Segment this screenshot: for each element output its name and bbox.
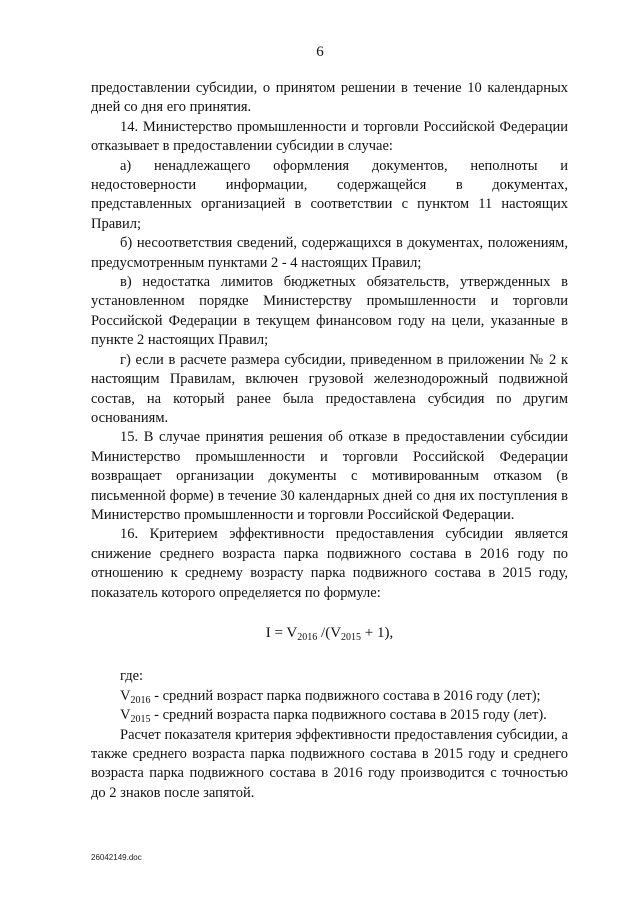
formula-middle: /(V <box>317 624 342 641</box>
definition-v2015 <box>91 706 568 725</box>
definition-v2016 <box>91 687 568 706</box>
paragraph-calculation: Расчет показателя критерия эффективности предоставления субсидии, а также среднего возраста парка подвижного состава в 2015 году и среднего возраста парка подвижного состава в 2016 году производится с точностью до 2 знаков после запятой. <box>91 726 568 801</box>
definition-text: - средний возраст парка подвижного состава в 2016 году (лет); <box>150 687 541 704</box>
paragraph-14-g: г) если в расчете размера субсидии, приведенном в приложении № 2 к настоящим Правилам, включен грузовой железнодорожный подвижной состав, на который ранее была предоставлена субсидия по другим основаниям. <box>91 351 568 426</box>
formula <box>91 624 568 643</box>
paragraph-14-v: в) недостатка лимитов бюджетных обязательств, утвержденных в установленном порядке Министерству промышленности и торговли Российской Федерации в текущем финансовом году на цели, указанные в пункте 2 настоящих Правил; <box>91 274 568 349</box>
formula-rhs: + 1), <box>361 624 394 641</box>
formula-sub-2016: 2016 <box>297 631 318 643</box>
definition-symbol: V <box>120 707 131 724</box>
document-body <box>91 79 568 803</box>
paragraph-14-b: б) несоответствия сведений, содержащихся в документах, положениям, предусмотренным пунктами 2 - 4 настоящих Правил; <box>91 235 568 271</box>
definition-text: - средний возраста парка подвижного состава в 2015 году (лет). <box>150 707 547 724</box>
paragraph-continuation: предоставлении субсидии, о принятом решении в течение 10 календарных дней со дня его принятия. <box>91 80 568 116</box>
paragraph-14-a: а) ненадлежащего оформления документов, неполноты и недостоверности информации, содержащейся в документах, представленных организацией в соответствии с пунктом 11 настоящих Правил; <box>91 157 568 232</box>
paragraph-14: 14. Министерство промышленности и торговли Российской Федерации отказывает в предоставлении субсидии в случае: <box>91 118 568 155</box>
paragraph-where: где: <box>120 668 144 685</box>
footer-filename: 26042149.doc <box>91 853 142 862</box>
formula-lhs: I = V <box>265 624 298 641</box>
definition-sub: 2016 <box>130 694 151 706</box>
formula-sub-2015: 2015 <box>341 631 362 643</box>
paragraph-15: 15. В случае принятия решения об отказе в предоставлении субсидии Министерство промышленности и торговли Российской Федерации возвращает организации документы с мотивированным отказом (в письменной форме) в течение 30 календарных дней со дня их поступления в Министерство промышленности и торговли Российской Федерации. <box>91 429 568 523</box>
definition-sub: 2015 <box>130 714 151 726</box>
page-number: 6 <box>316 44 324 60</box>
definition-symbol: V <box>120 687 131 704</box>
paragraph-16: 16. Критерием эффективности предоставления субсидии является снижение среднего возраста парка подвижного состава в 2016 году по отношению к среднему возрасту парка подвижного состава в 2015 году, показатель которого определяется по формуле: <box>91 526 568 601</box>
